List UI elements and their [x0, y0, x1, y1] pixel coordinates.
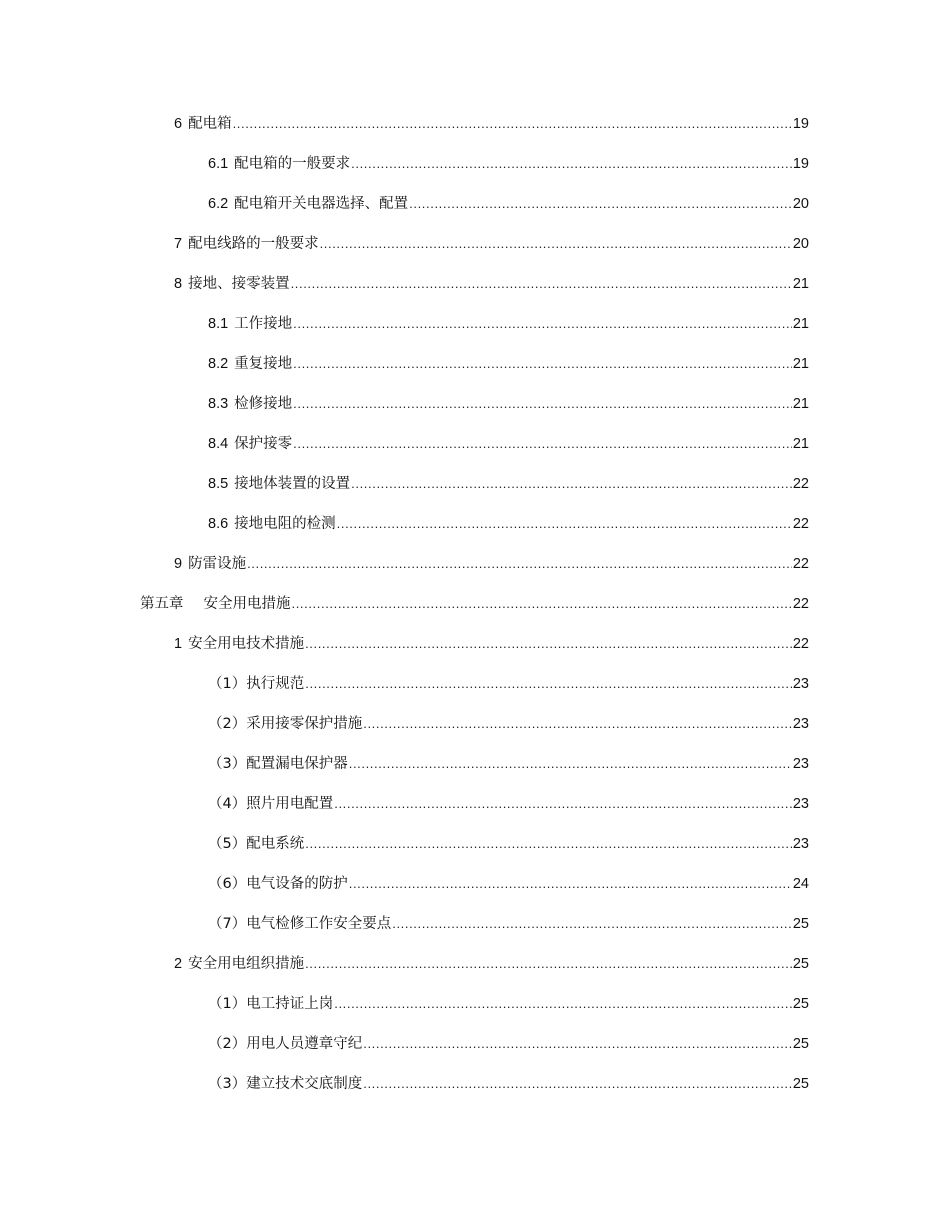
toc-entry-page-number: 25 — [792, 956, 809, 972]
toc-dot-leader — [293, 424, 792, 464]
toc-entry[interactable] — [208, 984, 809, 1024]
toc-dot-leader — [392, 904, 792, 944]
toc-entry-page-number: 21 — [792, 436, 809, 452]
toc-entry-page-number: 21 — [792, 396, 809, 412]
toc-entry-title: 工作接地 — [234, 316, 293, 332]
toc-entry-number: 8.2 — [208, 356, 229, 372]
toc-entry-number: 2 — [174, 956, 183, 972]
toc-dot-leader — [247, 544, 792, 584]
toc-entry-title: 配电箱开关电器选择、配置 — [234, 196, 409, 212]
toc-dot-leader — [334, 784, 792, 824]
toc-entry-title: （3）配置漏电保护器 — [208, 756, 348, 772]
toc-entry-title: 接地体装置的设置 — [234, 476, 351, 492]
toc-entry-page-number: 22 — [792, 596, 809, 612]
toc-entry[interactable] — [208, 1064, 809, 1104]
toc-entry-title: 安全用电技术措施 — [188, 636, 305, 652]
toc-entry[interactable] — [174, 224, 809, 264]
toc-entry-number: 9 — [174, 556, 183, 572]
toc-entry-title: （2）采用接零保护措施 — [208, 716, 363, 732]
toc-entry-page-number: 22 — [792, 516, 809, 532]
toc-entry-title: 配电线路的一般要求 — [188, 236, 319, 252]
toc-entry-title: 安全用电组织措施 — [188, 956, 305, 972]
toc-entry[interactable] — [174, 544, 809, 584]
toc-entry-number: 7 — [174, 236, 183, 252]
toc-entry[interactable] — [208, 144, 809, 184]
toc-entry[interactable] — [208, 784, 809, 824]
toc-entry-page-number: 21 — [792, 316, 809, 332]
toc-entry-page-number: 23 — [792, 716, 809, 732]
toc-entry-page-number: 20 — [792, 236, 809, 252]
toc-entry[interactable] — [208, 904, 809, 944]
toc-entry-page-number: 19 — [792, 116, 809, 132]
toc-entry-title: 保护接零 — [234, 436, 293, 452]
toc-entry-title: 检修接地 — [234, 396, 293, 412]
toc-entry[interactable] — [208, 864, 809, 904]
toc-dot-leader — [291, 264, 792, 304]
toc-dot-leader — [292, 584, 792, 624]
toc-entry-number: 8.3 — [208, 396, 229, 412]
toc-dot-leader — [293, 384, 792, 424]
toc-dot-leader — [349, 744, 792, 784]
toc-dot-leader — [293, 344, 792, 384]
toc-dot-leader — [293, 304, 792, 344]
toc-entry[interactable] — [208, 824, 809, 864]
toc-dot-leader — [305, 624, 792, 664]
toc-entry-page-number: 21 — [792, 276, 809, 292]
toc-entry[interactable] — [208, 704, 809, 744]
toc-dot-leader — [305, 944, 792, 984]
toc-entry[interactable] — [208, 344, 809, 384]
toc-entry[interactable] — [208, 664, 809, 704]
toc-entry-title: 接地、接零装置 — [188, 276, 290, 292]
toc-entry-number: 6.2 — [208, 196, 229, 212]
toc-entry-number: 8.5 — [208, 476, 229, 492]
toc-entry-title: 接地电阻的检测 — [234, 516, 336, 532]
toc-entry-number: 第五章 — [140, 596, 184, 612]
toc-entry[interactable] — [174, 624, 809, 664]
toc-entry-number: 6 — [174, 116, 183, 132]
toc-entry-page-number: 24 — [792, 876, 809, 892]
toc-entry[interactable] — [208, 424, 809, 464]
toc-dot-leader — [349, 864, 792, 904]
toc-entry[interactable] — [174, 104, 809, 144]
toc-entry-number: 8.1 — [208, 316, 229, 332]
toc-entry-page-number: 25 — [792, 996, 809, 1012]
toc-dot-leader — [337, 504, 792, 544]
toc-entry-title: 防雷设施 — [188, 556, 247, 572]
toc-dot-leader — [363, 1064, 792, 1104]
toc-entry-title: 重复接地 — [234, 356, 293, 372]
toc-entry-title: （4）照片用电配置 — [208, 796, 334, 812]
toc-entry-page-number: 22 — [792, 476, 809, 492]
toc-dot-leader — [305, 664, 792, 704]
toc-entry-page-number: 22 — [792, 636, 809, 652]
toc-entry-number: 6.1 — [208, 156, 229, 172]
toc-entry-title: （7）电气检修工作安全要点 — [208, 916, 392, 932]
toc-entry-page-number: 23 — [792, 796, 809, 812]
toc-entry-title: （1）电工持证上岗 — [208, 996, 334, 1012]
toc-entry-title: （2）用电人员遵章守纪 — [208, 1036, 363, 1052]
toc-entry-title: （3）建立技术交底制度 — [208, 1076, 363, 1092]
toc-entry-page-number: 23 — [792, 836, 809, 852]
toc-entry[interactable] — [208, 304, 809, 344]
toc-entry[interactable] — [174, 264, 809, 304]
toc-entry-page-number: 22 — [792, 556, 809, 572]
toc-dot-leader — [305, 824, 792, 864]
toc-entry[interactable] — [208, 1024, 809, 1064]
toc-entry[interactable] — [174, 944, 809, 984]
toc-entry-page-number: 23 — [792, 676, 809, 692]
toc-entry-page-number: 19 — [792, 156, 809, 172]
toc-entry-number: 8.4 — [208, 436, 229, 452]
toc-entry[interactable] — [140, 584, 809, 624]
toc-dot-leader — [363, 1024, 792, 1064]
toc-entry-number: 8.6 — [208, 516, 229, 532]
toc-dot-leader — [320, 224, 792, 264]
toc-entry-page-number: 23 — [792, 756, 809, 772]
toc-dot-leader — [351, 464, 792, 504]
toc-entry[interactable] — [208, 384, 809, 424]
toc-entry[interactable] — [208, 184, 809, 224]
toc-entry-page-number: 20 — [792, 196, 809, 212]
toc-entry-title: （6）电气设备的防护 — [208, 876, 348, 892]
toc-entry-number: 1 — [174, 636, 183, 652]
toc-entry-page-number: 25 — [792, 1076, 809, 1092]
toc-entry-title: 配电箱 — [188, 116, 232, 132]
toc-entry[interactable] — [208, 744, 809, 784]
toc-entry-page-number: 25 — [792, 1036, 809, 1052]
toc-entry-page-number: 21 — [792, 356, 809, 372]
toc-entry-title: （5）配电系统 — [208, 836, 305, 852]
toc-dot-leader — [409, 184, 792, 224]
toc-entry-title: （1）执行规范 — [208, 676, 305, 692]
toc-dot-leader — [351, 144, 792, 184]
toc-entry-page-number: 25 — [792, 916, 809, 932]
toc-dot-leader — [363, 704, 792, 744]
toc-entry-title: 安全用电措施 — [203, 596, 291, 612]
toc-dot-leader — [233, 104, 792, 144]
toc-entry-title: 配电箱的一般要求 — [234, 156, 351, 172]
toc-entry-number: 8 — [174, 276, 183, 292]
toc-entry[interactable] — [208, 464, 809, 504]
toc-dot-leader — [334, 984, 792, 1024]
toc-entry[interactable] — [208, 504, 809, 544]
